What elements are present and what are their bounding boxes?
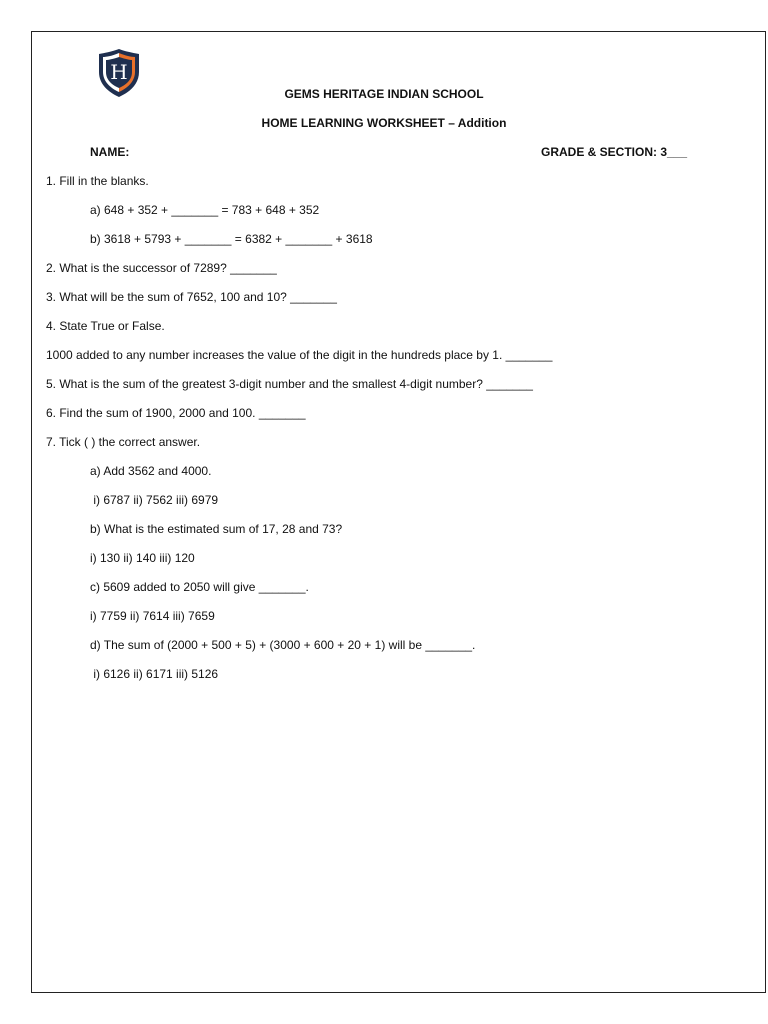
question-5: 5. What is the sum of the greatest 3-digit number and the smallest 4-digit number? _______ — [46, 377, 533, 391]
name-label: NAME: — [90, 145, 130, 159]
question-7d: d) The sum of (2000 + 500 + 5) + (3000 + 600 + 20 + 1) will be _______. — [90, 638, 476, 652]
question-7a-options: i) 6787 ii) 7562 iii) 6979 — [90, 493, 219, 507]
question-7c-options: i) 7759 ii) 7614 iii) 7659 — [90, 609, 215, 623]
question-7b: b) What is the estimated sum of 17, 28 and 73? — [90, 522, 343, 536]
worksheet-title: HOME LEARNING WORKSHEET – Addition — [261, 116, 507, 130]
question-7d-options: i) 6126 ii) 6171 iii) 5126 — [90, 667, 219, 681]
question-6: 6. Find the sum of 1900, 2000 and 100. _______ — [46, 406, 306, 420]
question-7a: a) Add 3562 and 4000. — [90, 464, 212, 478]
grade-section-label: GRADE & SECTION: 3___ — [541, 145, 688, 159]
question-7c: c) 5609 added to 2050 will give _______. — [90, 580, 309, 594]
question-3: 3. What will be the sum of 7652, 100 and 10? _______ — [46, 290, 337, 304]
question-7: 7. Tick ( ) the correct answer. — [46, 435, 201, 449]
question-2: 2. What is the successor of 7289? _______ — [46, 261, 277, 275]
question-7b-options: i) 130 ii) 140 iii) 120 — [90, 551, 195, 565]
question-4-statement: 1000 added to any number increases the value of the digit in the hundreds place by 1. _______ — [46, 348, 553, 362]
question-1a: a) 648 + 352 + _______ = 783 + 648 + 352 — [90, 203, 320, 217]
school-name: GEMS HERITAGE INDIAN SCHOOL — [284, 87, 484, 101]
question-4: 4. State True or False. — [46, 319, 165, 333]
question-1: 1. Fill in the blanks. — [46, 174, 149, 188]
logo-letter: H — [110, 60, 128, 84]
question-1b: b) 3618 + 5793 + _______ = 6382 + _______ + 3618 — [90, 232, 373, 246]
